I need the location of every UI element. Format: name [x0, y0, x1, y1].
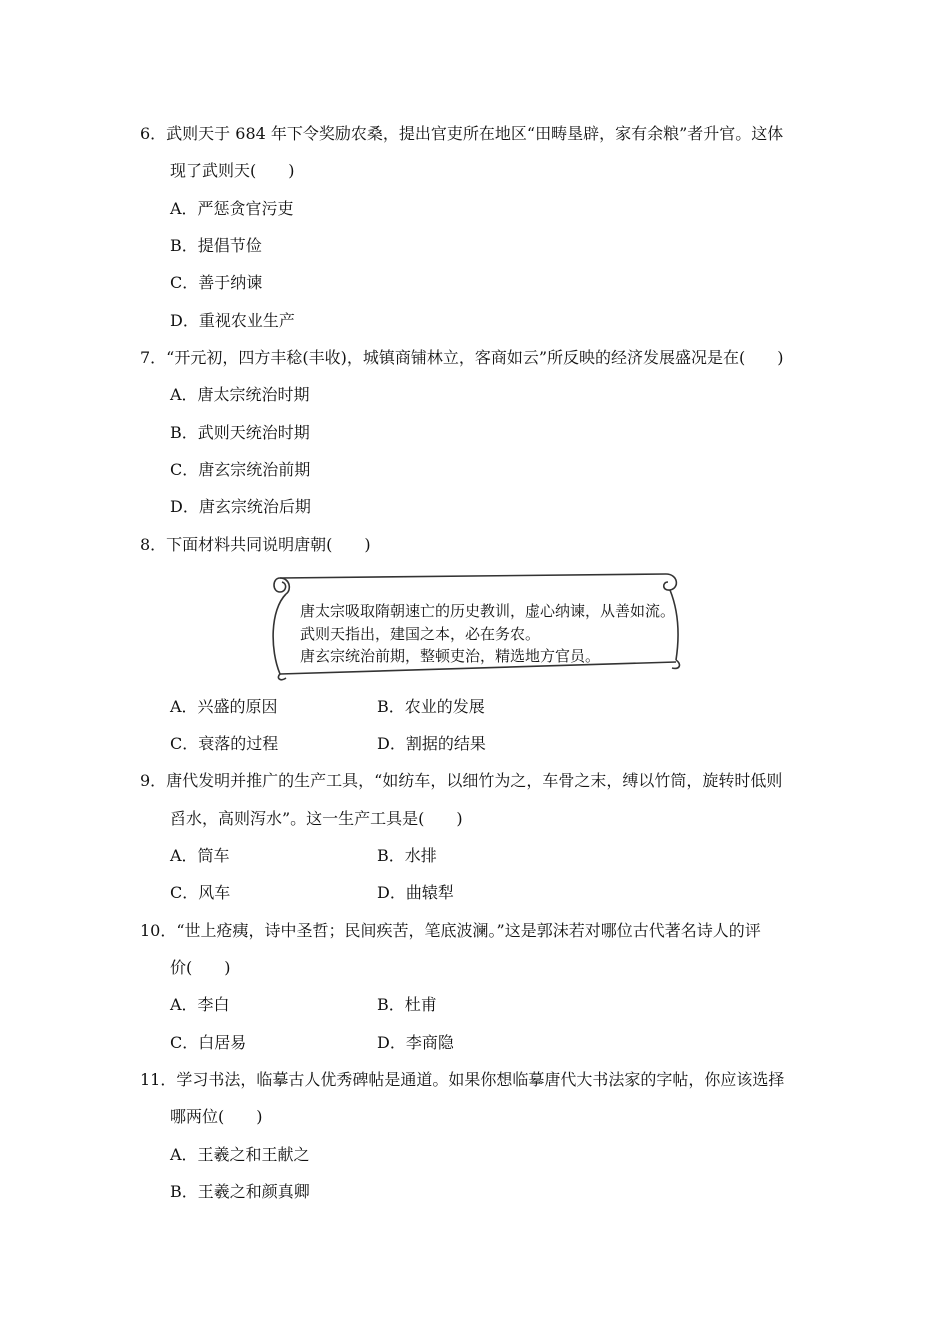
- question-10-line-2: 价( ): [170, 958, 231, 977]
- question-8-option-c: C．衰落的过程: [170, 734, 279, 753]
- question-9-option-b: B．水排: [377, 846, 437, 865]
- question-11-option-a: A．王羲之和王献之: [170, 1145, 310, 1164]
- question-7-option-d: D．唐玄宗统治后期: [170, 497, 311, 516]
- question-11-option-b: B．王羲之和颜真卿: [170, 1182, 310, 1201]
- question-10-option-d: D．李商隐: [377, 1033, 454, 1052]
- question-7-option-c: C．唐玄宗统治前期: [170, 460, 311, 479]
- question-10-option-a: A．李白: [170, 995, 230, 1014]
- question-11-line-1: 11．学习书法，临摹古人优秀碑帖是通道。如果你想临摹唐代大书法家的字帖，你应该选择: [140, 1070, 785, 1089]
- question-11-line-2: 哪两位( ): [170, 1107, 263, 1126]
- question-6-option-a: A．严惩贪官污吏: [170, 199, 294, 218]
- scroll-text-line-1: 唐太宗吸取隋朝速亡的历史教训，虚心纳谏，从善如流。: [300, 602, 676, 620]
- question-6-line-2: 现了武则天( ): [170, 161, 295, 180]
- question-10-option-c: C．白居易: [170, 1033, 247, 1052]
- question-10-option-b: B．杜甫: [377, 995, 437, 1014]
- question-6-line-1: 6．武则天于 684 年下令奖励农桑，提出官吏所在地区“田畴垦辟，家有余粮”者升官。这体: [140, 124, 784, 143]
- question-9-option-d: D．曲辕犁: [377, 883, 454, 902]
- question-8-option-d: D．割据的结果: [377, 734, 486, 753]
- question-10-line-1: 10．“世上疮痍，诗中圣哲；民间疾苦，笔底波澜。”这是郭沫若对哪位古代著名诗人的评: [140, 921, 761, 940]
- question-7-option-b: B．武则天统治时期: [170, 423, 310, 442]
- scroll-text-line-2: 武则天指出，建国之本，必在务农。: [300, 625, 541, 643]
- scroll-text-line-3: 唐玄宗统治前期，整顿吏治，精选地方官员。: [300, 647, 601, 665]
- question-9-line-2: 舀水，高则泻水”。这一生产工具是( ): [170, 809, 463, 828]
- question-7-line-1: 7．“开元初，四方丰稔(丰收)，城镇商铺林立，客商如云”所反映的经济发展盛况是在( ): [140, 348, 784, 367]
- question-8-line-1: 8．下面材料共同说明唐朝( ): [140, 535, 371, 554]
- question-6-option-b: B．提倡节俭: [170, 236, 262, 255]
- question-6-option-d: D．重视农业生产: [170, 311, 295, 330]
- question-6-option-c: C．善于纳谏: [170, 273, 263, 292]
- question-7-option-a: A．唐太宗统治时期: [170, 385, 310, 404]
- question-8-option-a: A．兴盛的原因: [170, 697, 278, 716]
- question-9-line-1: 9．唐代发明并推广的生产工具，“如纺车，以细竹为之，车骨之末，缚以竹筒，旋转时低则: [140, 771, 783, 790]
- question-8-option-b: B．农业的发展: [377, 697, 485, 716]
- question-9-option-a: A．筒车: [170, 846, 230, 865]
- question-9-option-c: C．风车: [170, 883, 231, 902]
